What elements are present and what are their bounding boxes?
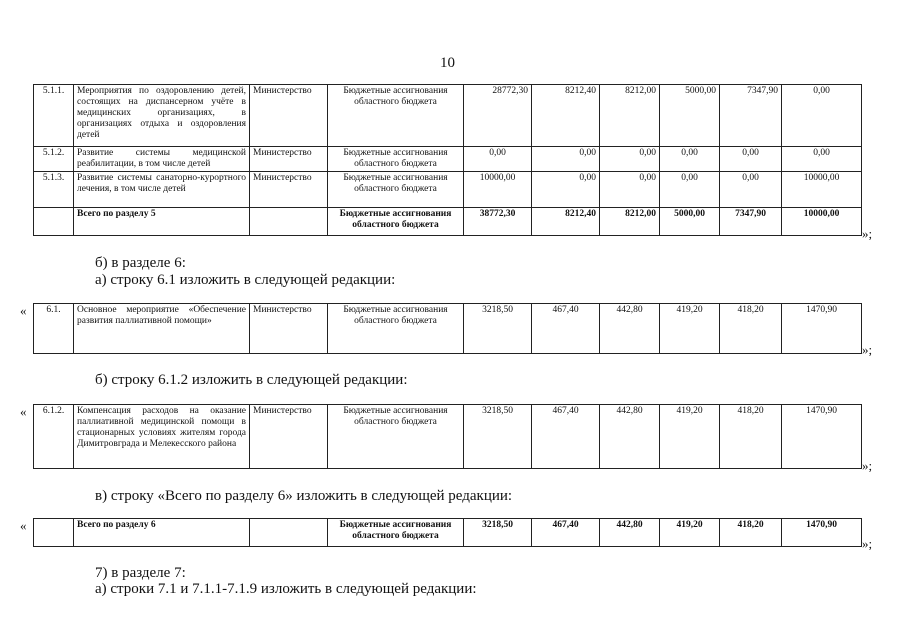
value-cell: 419,20 [660,519,720,547]
table-row [34,147,862,172]
row-number [34,208,74,236]
paragraph: а) строку 6.1 изложить в следующей редакции: [95,272,396,288]
paragraph: б) строку 6.1.2 изложить в следующей редакции: [95,372,408,388]
value-cell: 8212,40 [532,208,600,236]
row-source: Бюджетные ассигнования областного бюджета [328,85,464,147]
value-cell: 0,00 [600,172,660,208]
row-source: Бюджетные ассигнования областного бюджета [328,208,464,236]
row-executor: Министерство [250,147,328,172]
paragraph: б) в разделе 6: [95,255,186,271]
row-source: Бюджетные ассигнования областного бюджета [328,519,464,547]
row-executor [250,519,328,547]
row-source: Бюджетные ассигнования областного бюджета [328,304,464,354]
row-executor [250,208,328,236]
row-name: Развитие системы медицинской реабилитации, в том числе детей [74,147,250,172]
table-row [34,85,862,147]
row-name: Развитие системы санаторно-курортного лечения, в том числе детей [74,172,250,208]
row-executor: Министерство [250,85,328,147]
row-number: 6.1. [34,304,74,354]
value-cell: 0,00 [782,147,862,172]
table-row-total [34,519,862,547]
page-number: 10 [440,55,455,71]
row-number: 6.1.2. [34,405,74,469]
closing-quote: »; [862,226,873,241]
value-cell: 467,40 [532,519,600,547]
value-cell: 0,00 [532,147,600,172]
table-row-total [34,208,862,236]
value-cell: 442,80 [600,405,660,469]
value-cell: 3218,50 [464,519,532,547]
total-section-6-table [33,518,862,547]
row-source: Бюджетные ассигнования областного бюджета [328,147,464,172]
paragraph: в) строку «Всего по разделу 6» изложить в следующей редакции: [95,488,513,504]
closing-quote: »; [862,342,873,357]
value-cell: 3218,50 [464,304,532,354]
value-cell: 1470,90 [782,519,862,547]
value-cell: 1470,90 [782,304,862,354]
value-cell: 0,00 [464,147,532,172]
table-row [34,405,862,469]
value-cell: 418,20 [720,405,782,469]
row-executor: Министерство [250,172,328,208]
opening-quote: « [20,303,27,318]
value-cell: 28772,30 [464,85,532,147]
value-cell: 0,00 [600,147,660,172]
value-cell: 3218,50 [464,405,532,469]
value-cell: 5000,00 [660,85,720,147]
value-cell: 467,40 [532,304,600,354]
closing-quote: »; [862,458,873,473]
row-name: Компенсация расходов на оказание паллиативной медицинской помощи в стационарных условиях жителям города Димитровграда и Мелекесского района [74,405,250,469]
row-source: Бюджетные ассигнования областного бюджета [328,405,464,469]
value-cell: 1470,90 [782,405,862,469]
value-cell: 418,20 [720,519,782,547]
row-6-1-2-table [33,404,862,469]
value-cell: 0,00 [660,147,720,172]
opening-quote: « [20,404,27,419]
paragraph: 7) в разделе 7: [95,565,186,581]
value-cell: 0,00 [720,147,782,172]
value-cell: 442,80 [600,304,660,354]
value-cell: 0,00 [720,172,782,208]
closing-quote: »; [862,536,873,551]
row-number: 5.1.2. [34,147,74,172]
row-6-1-table [33,303,862,354]
row-name: Всего по разделу 5 [74,208,250,236]
value-cell: 10000,00 [782,172,862,208]
value-cell: 7347,90 [720,85,782,147]
value-cell: 8212,00 [600,85,660,147]
value-cell: 8212,40 [532,85,600,147]
value-cell: 418,20 [720,304,782,354]
value-cell: 7347,90 [720,208,782,236]
row-number [34,519,74,547]
value-cell: 10000,00 [782,208,862,236]
table-row [34,172,862,208]
value-cell: 5000,00 [660,208,720,236]
row-executor: Министерство [250,405,328,469]
row-number: 5.1.1. [34,85,74,147]
paragraph: а) строки 7.1 и 7.1.1-7.1.9 изложить в следующей редакции: [95,581,477,597]
value-cell: 0,00 [532,172,600,208]
row-name: Всего по разделу 6 [74,519,250,547]
value-cell: 442,80 [600,519,660,547]
value-cell: 419,20 [660,304,720,354]
row-source: Бюджетные ассигнования областного бюджета [328,172,464,208]
row-executor: Министерство [250,304,328,354]
value-cell: 0,00 [660,172,720,208]
opening-quote: « [20,518,27,533]
value-cell: 38772,30 [464,208,532,236]
section-5-table [33,84,862,236]
value-cell: 10000,00 [464,172,532,208]
row-name: Мероприятия по оздоровлению детей, состоящих на диспансерном учёте в медицинских организациях, в организациях отдыха и оздоровления детей [74,85,250,147]
row-name: Основное мероприятие «Обеспечение развития паллиативной помощи» [74,304,250,354]
value-cell: 8212,00 [600,208,660,236]
value-cell: 0,00 [782,85,862,147]
value-cell: 467,40 [532,405,600,469]
value-cell: 419,20 [660,405,720,469]
table-row [34,304,862,354]
row-number: 5.1.3. [34,172,74,208]
